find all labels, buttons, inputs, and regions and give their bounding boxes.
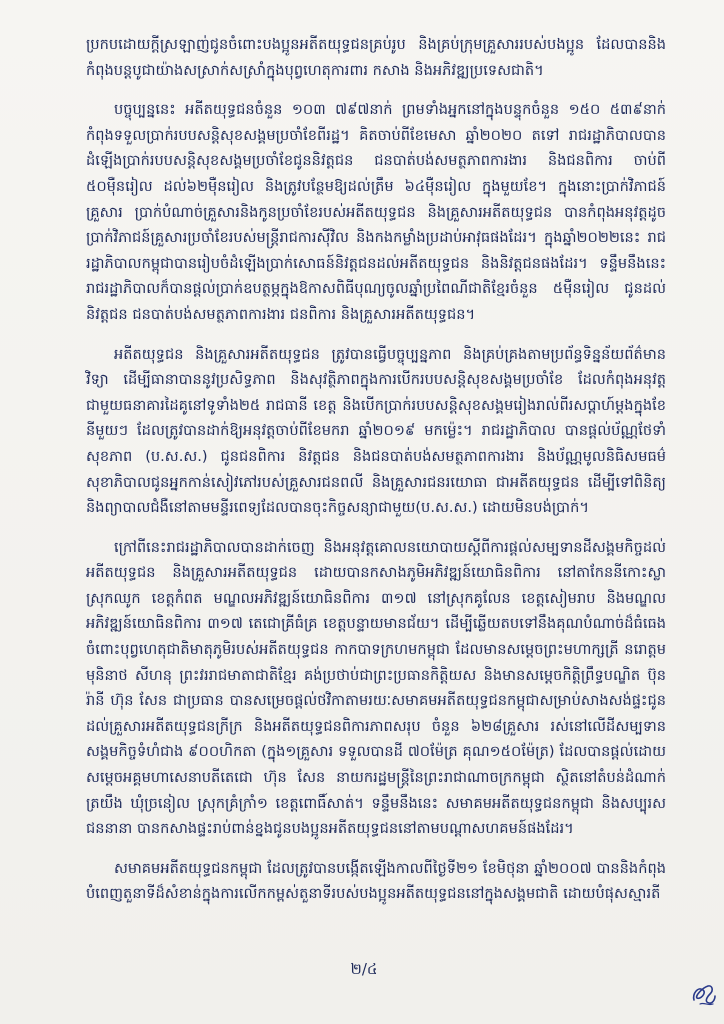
handwritten-initials-icon <box>688 976 718 1010</box>
paragraph-4: ក្រៅពីនេះរាជរដ្ឋាភិបាលបានដាក់ចេញ និងអនុវត្តគោលនយោបាយស្តីពីការផ្ដល់សម្បទានដីសង្គមកិច្ចដល់អតីតយុទ្ធជន និងគ្រួសារអតីតយុទ្ធជន ដោយបានកសាងភូមិអភិវឌ្ឍន៍យោធិនពិការ នៅតាកែននីកោះស្លា ស្រុកឈូក ខេត្តកំពត មណ្ឌលអភិវឌ្ឍន៍យោធិនពិការ ៣១៧ នៅស្រុកគូលែន ខេត្តសៀមរាប និងមណ្ឌលអភិវឌ្ឍន៍យោធិនពិការ ៣១៧ តេជោគ្រីធំគ្រ ខេត្តបន្ទាយមានជ័យ។ ដើម្បីឆ្លើយតបទៅនឹងគុណបំណាច់ដ៏ធំធេងចំពោះបុព្វហេតុជាតិមាតុភូមិរបស់អតីតយុទ្ធជន កាកបាទក្រហមកម្ពុជា ដែលមានសម្ដេចព្រះមហាក្សត្រី នរោត្តម មុនិនាថ សីហនុ ព្រះវររាជមាតាជាតិខ្មែរ គង់ប្រថាប់ជាព្រះប្រធានកិត្តិយស និងមានសម្ដេចកិត្តិព្រឹទ្ធបណ្ឌិត ប៊ុន រ៉ានី ហ៊ុន សែន ជាប្រធាន បានសម្រេចផ្ដល់ថវិកាតាមរយៈសមាគមអតីតយុទ្ធជនកម្ពុជាសម្រាប់សាងសង់ផ្ទះជូនដល់គ្រួសារអតីតយុទ្ធជនក្រីក្រ និងអតីតយុទ្ធជនពិការភាពសរុប ចំនួន ៦២៨គ្រួសារ រស់នៅលើដីសម្បទានសង្គមកិច្ចទំហំជាង ៩០០ហិកតា (ក្នុង១គ្រួសារ ទទួលបានដី ៧០ម៉ែត្រ គុណ១៥០ម៉ែត្រ) ដែលបានផ្ដល់ដោយសម្ដេចអគ្គមហាសេនាបតីតេជោ ហ៊ុន សែន នាយករដ្ឋមន្ត្រីនៃព្រះរាជាណាចក្រកម្ពុជា ស្ថិតនៅតំបន់ដំណាក់ត្រយឹង ឃុំច្រនៀល ស្រុកគ្រំក្រាំ១ ខេត្តពោធិ៍សាត់។ ទន្ទឹមនឹងនេះ សមាគមអតីតយុទ្ធជនកម្ពុជា និងសប្បុរសជននានា បានកសាងផ្ទះរាប់ពាន់ខ្នងជូនបងប្អូនអតីតយុទ្ធជននៅតាមបណ្ដាសហគមន៍ផងដែរ។ <box>86 538 666 838</box>
paragraph-5: សមាគមអតីតយុទ្ធជនកម្ពុជា ដែលត្រូវបានបង្កើតឡើងកាលពីថ្ងៃទី២១ ខែមិថុនា ឆ្នាំ២០០៧ បាននិងកំពុងបំពេញតួនាទីដ៏សំខាន់ក្នុងការលើកកម្ពស់តួនាទីរបស់បងប្អូនអតីតយុទ្ធជននៅក្នុងសង្គមជាតិ ដោយបំផុសស្មារតី <box>86 859 666 903</box>
paragraph-3: អតីតយុទ្ធជន និងគ្រួសារអតីតយុទ្ធជន ត្រូវបានធ្វើបច្ចុប្បន្នភាព និងគ្រប់គ្រងតាមប្រព័ន្ធទិន្នន័យព័ត៌មានវិទ្យា ដើម្បីធានាបាននូវប្រសិទ្ធភាព និងសុវត្ថិភាពក្នុងការបើករបបសន្តិសុខសង្គមប្រចាំខែ ដែលកំពុងអនុវត្តជាមួយធនាគារដៃគូនៅទូទាំង២៥ រាជធានី ខេត្ត និងបើកប្រាក់របបសន្តិសុខសង្គមរៀងរាល់ពីរសប្ដាហ៍ម្ដងក្នុងខែនីមួយៗ ដែលត្រូវបានដាក់ឱ្យអនុវត្តចាប់ពីខែមករា ឆ្នាំ២០១៩ មកម្ល៉េះ។ រាជរដ្ឋាភិបាល បានផ្ដល់ប័ណ្ណថែទាំសុខភាព (ប.ស.ស.) ជូនជនពិការ និវត្តជន និងជនបាត់បង់សមត្ថភាពការងារ និងប័ណ្ណមូលនិធិសមធម៌សុខាភិបាលជូនអ្នកកាន់សៀវភៅរបស់គ្រួសារជនពលី និងគ្រួសារជនរយោធា ជាអតីតយុទ្ធជន ដើម្បីទៅពិនិត្យ និងព្យាបាលជំងឺនៅតាមមន្ទីរពេទ្យដែលបានចុះកិច្ចសន្យាជាមួយ(ប.ស.ស.) ដោយមិនបង់ប្រាក់។ <box>86 345 666 517</box>
paragraph-2: បច្ចុប្បន្ននេះ អតីតយុទ្ធជនចំនួន ១០៣ ៧៩៧នាក់ ព្រមទាំងអ្នកនៅក្នុងបន្ទុកចំនួន ១៥០ ៥៣៩នាក់ កំពុងទទួលប្រាក់របបសន្តិសុខសង្គមប្រចាំខែពីរដ្ឋ។ គិតចាប់ពីខែមេសា ឆ្នាំ២០២០ តទៅ រាជរដ្ឋាភិបាលបានដំឡើងប្រាក់របបសន្តិសុខសង្គមប្រចាំខែជូននិវត្តជន ជនបាត់បង់សមត្ថភាពការងារ និងជនពិការ ចាប់ពី ៥០ម៉ឺនរៀល ដល់៦២ម៉ឺនរៀល និងត្រូវបន្ថែមឱ្យដល់ត្រឹម ៦៤ម៉ឺនរៀល ក្នុងមួយខែ។ ក្នុងនោះប្រាក់វិភាជន៍គ្រួសារ ប្រាក់បំណាច់គ្រួសារនិងកូនប្រចាំខែរបស់អតីតយុទ្ធជន និងគ្រួសារអតីតយុទ្ធជន បានកំពុងអនុវត្តដូចប្រាក់វិភាជន៍គ្រួសារប្រចាំខែរបស់មន្ត្រីរាជការស៊ីវិល និងកងកម្លាំងប្រដាប់អាវុធផងដែរ។ ក្នុងឆ្នាំ២០២២នេះ រាជរដ្ឋាភិបាលកម្ពុជាបានរៀបចំដំឡើងប្រាក់សោធន៍និវត្តជនដល់អតីតយុទ្ធជន និងនិវត្តជនផងដែរ។ ទន្ទឹមនឹងនេះ រាជរដ្ឋាភិបាលក៏បានផ្ដល់ប្រាក់ឧបត្ថម្ភក្នុងឱកាសពិធីបុណ្យចូលឆ្នាំប្រពៃណីជាតិខ្មែរចំនួន ៥ម៉ឺនរៀល ជូនដល់និវត្តជន ជនបាត់បង់សមត្ថភាពការងារ ជនពិការ និងគ្រួសារអតីតយុទ្ធជន។ <box>86 101 666 323</box>
paragraph-1: ប្រកបដោយក្ដីស្រឡាញ់ជូនចំពោះបងប្អូនអតីតយុទ្ធជនគ្រប់រូប និងគ្រប់ក្រុមគ្រួសាររបស់បងប្អូន ដែលបាននិងកំពុងបន្តបូជាយ៉ាងសស្រាក់សស្រាំក្នុងបុព្វហេតុការពារ កសាង និងអភិវឌ្ឍប្រទេសជាតិ។ <box>86 36 666 79</box>
page-number: ២/៤ <box>350 960 378 978</box>
document-body <box>86 32 666 907</box>
